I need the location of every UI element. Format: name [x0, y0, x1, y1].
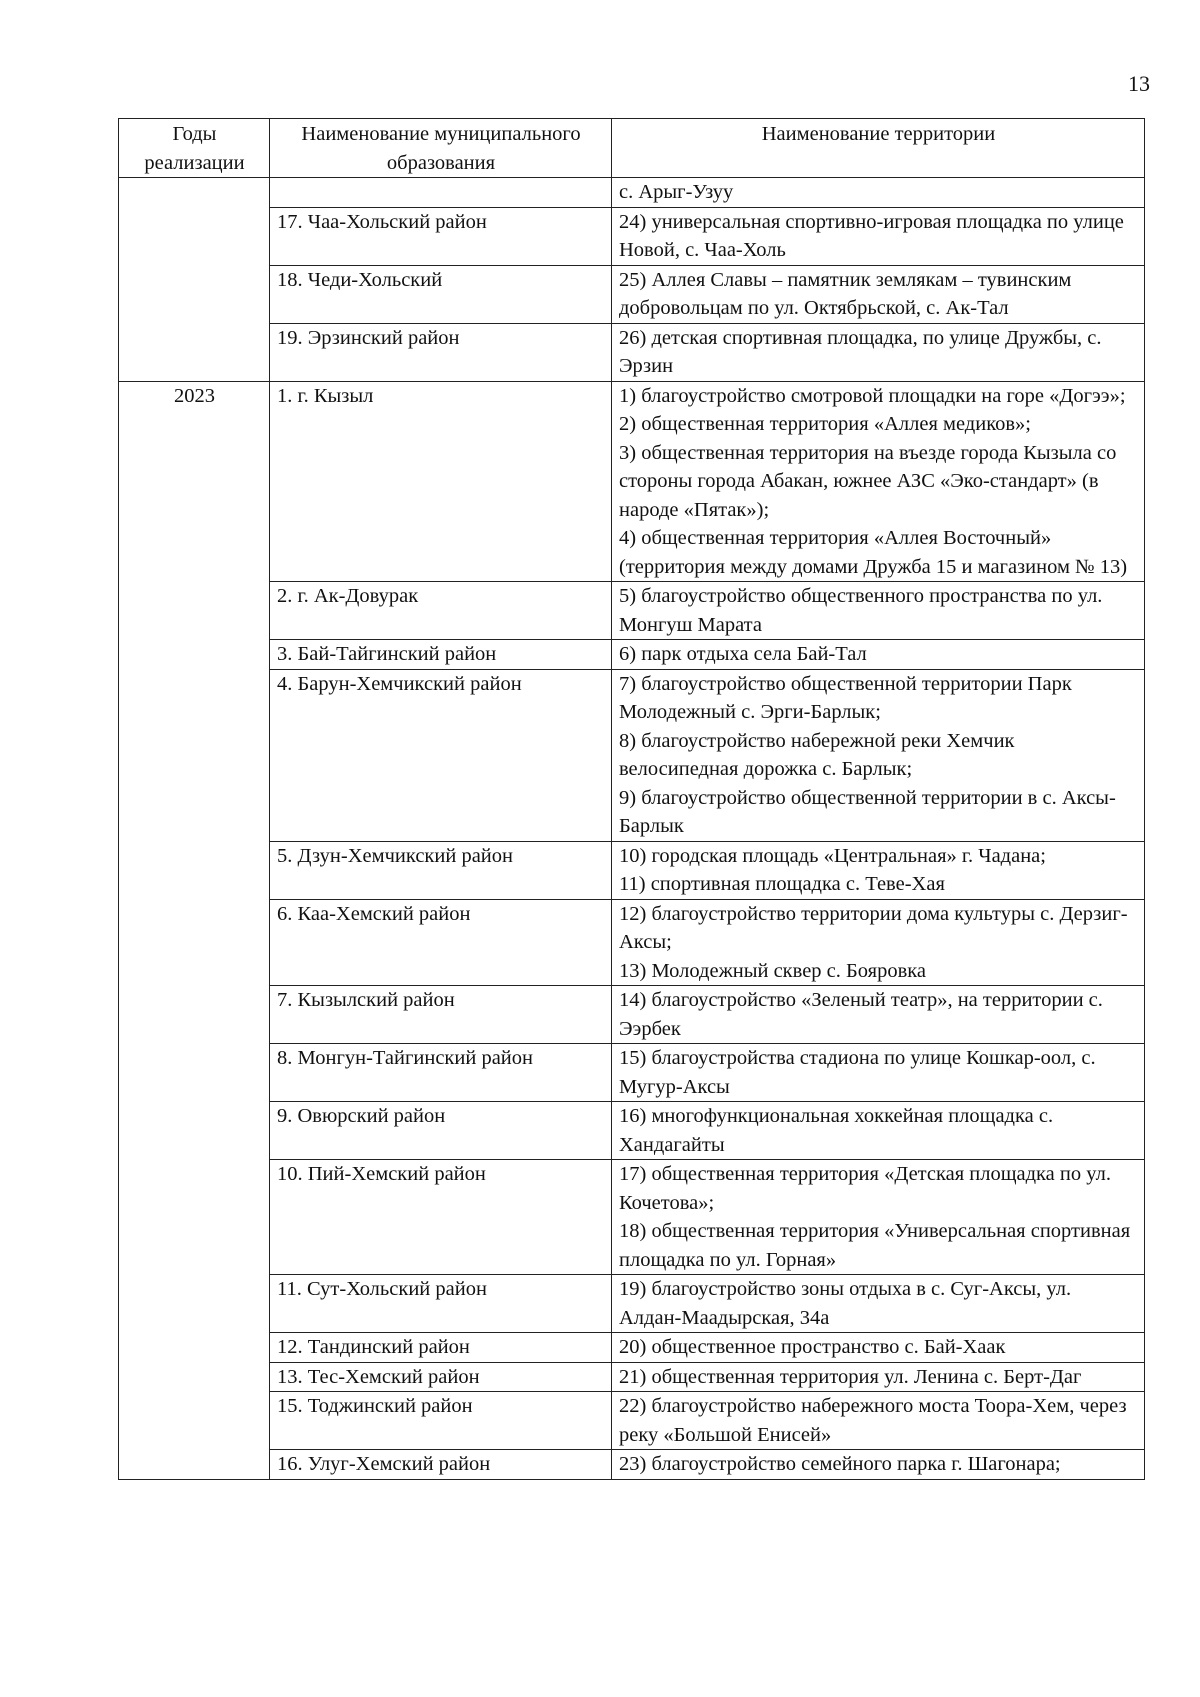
- municipality-cell: 10. Пий-Хемский район: [270, 1160, 612, 1275]
- territory-item: 2) общественная территория «Аллея медиков»;: [619, 413, 1031, 435]
- municipality-cell: [270, 178, 612, 208]
- territory-item: 6) парк отдыха села Бай-Тал: [619, 643, 867, 665]
- municipality-cell: 2. г. Ак-Довурак: [270, 582, 612, 640]
- territory-item: 17) общественная территория «Детская площадка по ул. Кочетова»;: [619, 1163, 1111, 1214]
- territory-item: 5) благоустройство общественного пространства по ул. Монгуш Марата: [619, 585, 1103, 636]
- municipality-cell: 19. Эрзинский район: [270, 323, 612, 381]
- territory-item: 24) универсальная спортивно-игровая площадка по улице Новой, с. Чаа-Холь: [619, 210, 1124, 261]
- territory-cell: [612, 986, 1145, 1044]
- territory-item: 3) общественная территория на въезде города Кызыла со стороны города Абакан, южнее АЗС «Эко-стандарт» (в народе «Пятак»);: [619, 441, 1117, 521]
- territory-cell: [612, 1044, 1145, 1102]
- table-row: [119, 1450, 1145, 1480]
- header-years: Годы реализации: [119, 119, 270, 178]
- municipality-cell: 16. Улуг-Хемский район: [270, 1450, 612, 1480]
- territory-cell: [612, 265, 1145, 323]
- table-row: [119, 178, 1145, 208]
- territory-cell: [612, 1333, 1145, 1363]
- table-row: [119, 669, 1145, 841]
- territory-cell: [612, 1450, 1145, 1480]
- territory-item: 26) детская спортивная площадка, по улице Дружбы, с. Эрзин: [619, 326, 1102, 377]
- table-row: [119, 1362, 1145, 1392]
- territory-item: 20) общественное пространство с. Бай-Хаак: [619, 1336, 1006, 1358]
- territory-cell: [612, 381, 1145, 582]
- territory-cell: [612, 1275, 1145, 1333]
- header-territory: Наименование территории: [612, 119, 1145, 178]
- table-row: [119, 1102, 1145, 1160]
- municipality-cell: 4. Барун-Хемчикский район: [270, 669, 612, 841]
- territory-item: 11) спортивная площадка с. Теве-Хая: [619, 873, 945, 895]
- territory-cell: [612, 899, 1145, 986]
- territory-cell: [612, 178, 1145, 208]
- year-cell: [119, 178, 270, 382]
- municipality-cell: 6. Каа-Хемский район: [270, 899, 612, 986]
- municipality-cell: 15. Тоджинский район: [270, 1392, 612, 1450]
- territory-item: 13) Молодежный сквер с. Бояровка: [619, 959, 926, 982]
- municipality-cell: 5. Дзун-Хемчикский район: [270, 841, 612, 899]
- territory-item: 10) городская площадь «Центральная» г. Чадана;: [619, 844, 1046, 867]
- territory-cell: [612, 207, 1145, 265]
- table-body: [119, 178, 1145, 1480]
- table-row: [119, 381, 1145, 582]
- municipality-cell: 12. Тандинский район: [270, 1333, 612, 1363]
- table-row: [119, 1275, 1145, 1333]
- municipality-cell: 3. Бай-Тайгинский район: [270, 640, 612, 670]
- table-row: [119, 1044, 1145, 1102]
- header-municipality: Наименование муниципального образования: [270, 119, 612, 178]
- territory-cell: [612, 1160, 1145, 1275]
- municipality-cell: 8. Монгун-Тайгинский район: [270, 1044, 612, 1102]
- territory-item: 9) благоустройство общественной территории в с. Аксы-Барлык: [619, 786, 1116, 837]
- territory-cell: [612, 669, 1145, 841]
- territory-item: 21) общественная территория ул. Ленина с. Берт-Даг: [619, 1365, 1082, 1388]
- table-row: [119, 1333, 1145, 1363]
- territory-item: 7) благоустройство общественной территории Парк Молодежный с. Эрги-Барлык;: [619, 672, 1072, 723]
- territory-cell: [612, 1362, 1145, 1392]
- municipality-cell: 1. г. Кызыл: [270, 381, 612, 582]
- territory-item: 1) благоустройство смотровой площадки на горе «Догээ»;: [619, 384, 1126, 407]
- territory-cell: [612, 1392, 1145, 1450]
- territory-item: 8) благоустройство набережной реки Хемчик велосипедная дорожка с. Барлык;: [619, 729, 1015, 780]
- table-row: [119, 582, 1145, 640]
- table-row: [119, 207, 1145, 265]
- table-row: [119, 1392, 1145, 1450]
- table-row: [119, 1160, 1145, 1275]
- territory-cell: [612, 1102, 1145, 1160]
- municipality-cell: 7. Кызылский район: [270, 986, 612, 1044]
- table-row: [119, 899, 1145, 986]
- territory-item: с. Арыг-Узуу: [619, 181, 734, 203]
- table-row: [119, 323, 1145, 381]
- territory-item: 22) благоустройство набережного моста Тоора-Хем, через реку «Большой Енисей»: [619, 1395, 1127, 1446]
- table-row: [119, 640, 1145, 670]
- territory-item: 16) многофункциональная хоккейная площадка с. Хандагайты: [619, 1105, 1054, 1156]
- territory-item: 19) благоустройство зоны отдыха в с. Суг-Аксы, ул. Алдан-Маадырская, 34а: [619, 1278, 1072, 1329]
- territory-cell: [612, 841, 1145, 899]
- table-row: [119, 841, 1145, 899]
- territory-item: 18) общественная территория «Универсальная спортивная площадка по ул. Горная»: [619, 1220, 1131, 1271]
- table-header-row: [119, 119, 1145, 178]
- territory-item: 15) благоустройства стадиона по улице Кошкар-оол, с. Мугур-Аксы: [619, 1047, 1096, 1098]
- territory-cell: [612, 323, 1145, 381]
- territory-item: 25) Аллея Славы – памятник землякам – тувинским добровольцам по ул. Октябрьской, с. Ак-Тал: [619, 268, 1072, 319]
- municipality-cell: 18. Чеди-Хольский: [270, 265, 612, 323]
- municipality-cell: 13. Тес-Хемский район: [270, 1362, 612, 1392]
- municipality-cell: 11. Сут-Хольский район: [270, 1275, 612, 1333]
- territory-cell: [612, 582, 1145, 640]
- page-number: 13: [1128, 71, 1150, 96]
- territory-item: 4) общественная территория «Аллея Восточный» (территория между домами Дружба 15 и магазином № 13): [619, 527, 1128, 578]
- territory-item: 14) благоустройство «Зеленый театр», на территории с. Ээрбек: [619, 989, 1103, 1040]
- territory-cell: [612, 640, 1145, 670]
- territory-item: 12) благоустройство территории дома культуры с. Дерзиг-Аксы;: [619, 902, 1128, 953]
- year-cell: 2023: [119, 381, 270, 1479]
- municipality-cell: 17. Чаа-Хольский район: [270, 207, 612, 265]
- table-row: [119, 986, 1145, 1044]
- municipality-cell: 9. Овюрский район: [270, 1102, 612, 1160]
- table-row: [119, 265, 1145, 323]
- territories-table: [118, 118, 1145, 1480]
- territory-item: 23) благоустройство семейного парка г. Шагонара;: [619, 1453, 1061, 1475]
